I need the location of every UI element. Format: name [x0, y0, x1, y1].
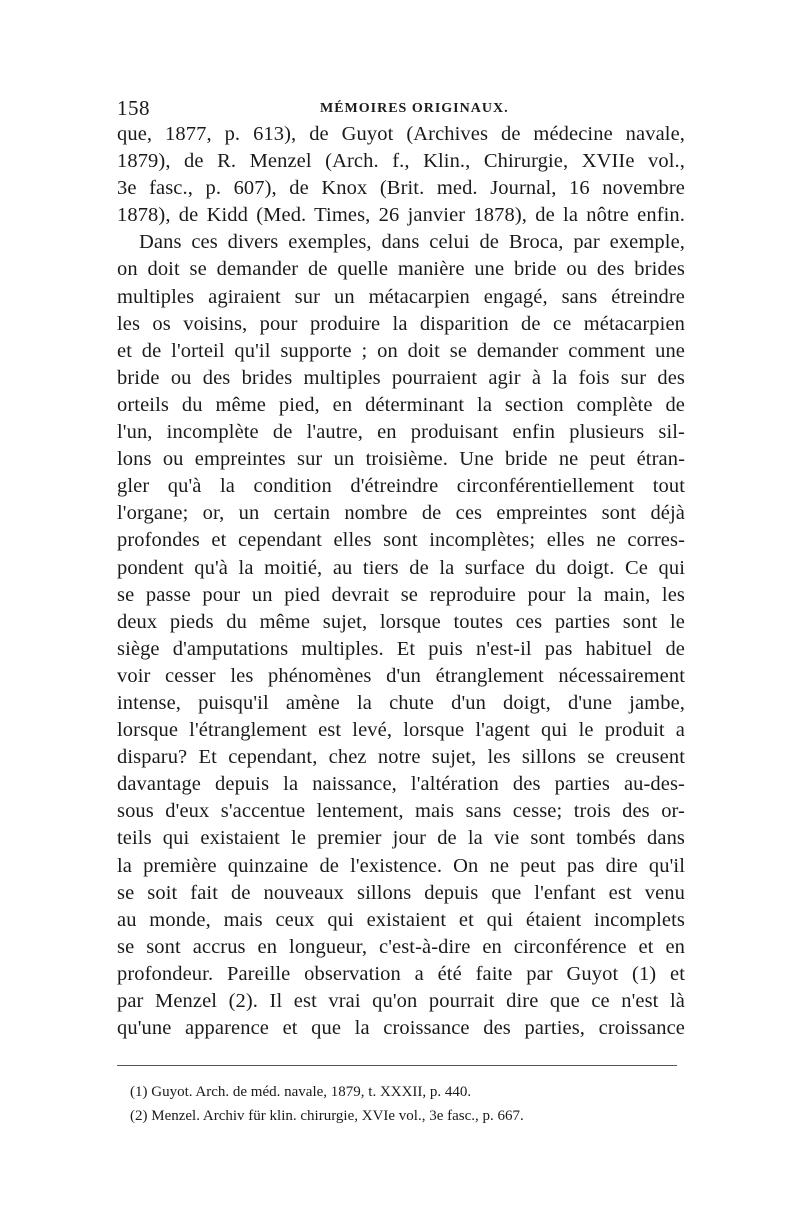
text-line: sous d'eux s'accentue lentement, mais sans cesse; trois des or- [117, 800, 685, 823]
text-line: que, 1877, p. 613), de Guyot (Archives de médecine navale, [117, 123, 685, 145]
text-line: lons ou empreintes sur un troisième. Une bride ne peut étran- [117, 448, 685, 471]
text-line: 1879), de R. Menzel (Arch. f., Klin., Chirurgie, XVIIe vol., [117, 150, 685, 173]
text-line: intense, puisqu'il amène la chute d'un doigt, d'une jambe, [117, 691, 685, 714]
text-line: au monde, mais ceux qui existaient et qui étaient incomplets [117, 908, 685, 931]
text-line: les os voisins, pour produire la disparition de ce métacarpien [117, 312, 685, 335]
page-number: 158 [117, 96, 150, 120]
running-title: MÉMOIRES ORIGINAUX. [320, 101, 509, 116]
text-line: se passe pour un pied devrait se reproduire pour la main, les [117, 583, 685, 606]
text-line: orteils du même pied, en déterminant la section complète de [117, 393, 685, 416]
text-line: l'organe; or, un certain nombre de ces empreintes sont déjà [117, 502, 685, 525]
paragraph-start-line: Dans ces divers exemples, dans celui de Broca, par exemple, [139, 231, 685, 254]
page-header [117, 96, 687, 120]
text-line: deux pieds du même sujet, lorsque toutes ces parties sont le [117, 610, 685, 633]
text-line: la première quinzaine de l'existence. On ne peut pas dire qu'il [117, 854, 685, 877]
text-line: gler qu'à la condition d'étreindre circonférentiellement tout [117, 475, 685, 498]
text-line: 1878), de Kidd (Med. Times, 26 janvier 1878), de la nôtre enfin. [117, 204, 685, 227]
text-line: voir cesser les phénomènes d'un étranglement nécessairement [117, 664, 685, 687]
text-line: bride ou des brides multiples pourraient agir à la fois sur des [117, 366, 685, 389]
text-line: davantage depuis la naissance, l'altération des parties au-des- [117, 773, 685, 796]
footnotes [130, 1080, 670, 1128]
text-line: qu'une apparence et que la croissance des parties, croissance [117, 1017, 685, 1040]
text-line: on doit se demander de quelle manière une bride ou des brides [117, 258, 685, 281]
text-line: pondent qu'à la moitié, au tiers de la surface du doigt. Ce qui [117, 556, 685, 579]
text-line: teils qui existaient le premier jour de la vie sont tombés dans [117, 827, 685, 850]
text-line: disparu? Et cependant, chez notre sujet, les sillons se creusent [117, 746, 685, 769]
footnote: (1) Guyot. Arch. de méd. navale, 1879, t. XXXII, p. 440. [130, 1084, 472, 1100]
text-line: profondes et cependant elles sont incomplètes; elles ne corres- [117, 529, 685, 552]
text-line: se sont accrus en longueur, c'est-à-dire en circonférence et en [117, 935, 685, 958]
text-line: se soit fait de nouveaux sillons depuis que l'enfant est venu [117, 881, 685, 904]
footnote-separator [117, 1065, 677, 1066]
text-line: l'un, incomplète de l'autre, en produisant enfin plusieurs sil- [117, 421, 685, 444]
text-line: par Menzel (2). Il est vrai qu'on pourrait dire que ce n'est là [117, 990, 685, 1012]
text-line: lorsque l'étranglement est levé, lorsque l'agent qui le produit a [117, 719, 685, 742]
text-line: et de l'orteil qu'il supporte ; on doit se demander comment une [117, 339, 685, 362]
footnote: (2) Menzel. Archiv für klin. chirurgie, XVIe vol., 3e fasc., p. 667. [130, 1108, 524, 1124]
text-line: siège d'amputations multiples. Et puis n'est-il pas habituel de [117, 637, 685, 660]
text-line: 3e fasc., p. 607), de Knox (Brit. med. Journal, 16 novembre [117, 177, 685, 200]
text-line: multiples agiraient sur un métacarpien engagé, sans étreindre [117, 285, 685, 308]
text-line: profondeur. Pareille observation a été faite par Guyot (1) et [117, 962, 685, 985]
body-text [117, 121, 685, 1042]
